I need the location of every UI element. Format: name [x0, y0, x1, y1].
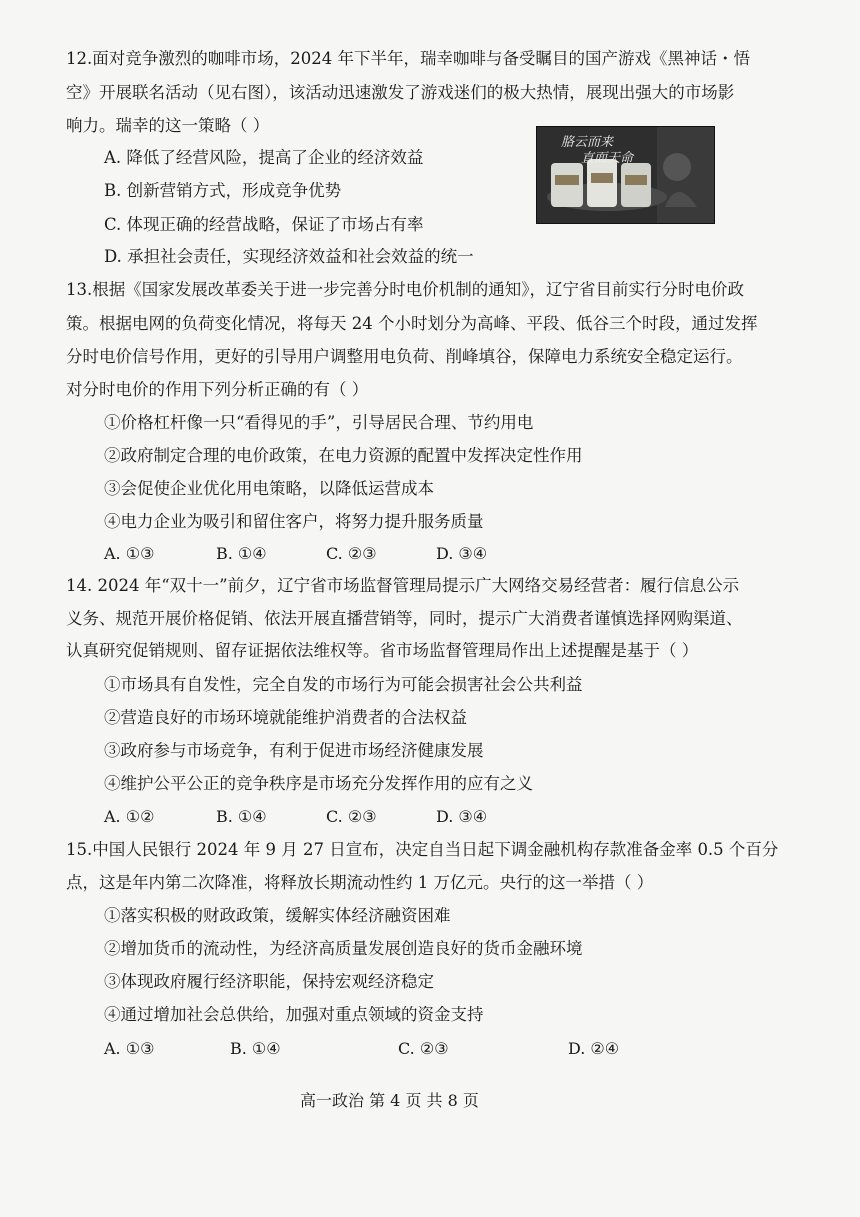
- q14-stem-line-2: 义务、规范开展价格促销、依法开展直播营销等，同时，提示广大消费者谨慎选择网购渠道、: [66, 609, 743, 628]
- q15-statement-3: ③体现政府履行经济职能，保持宏观经济稳定: [104, 972, 434, 991]
- q12-option-d: D. 承担社会责任，实现经济效益和社会效益的统一: [104, 247, 474, 266]
- page-footer: 高一政治 第 4 页 共 8 页: [300, 1091, 479, 1110]
- q13-option-a: A. ①③: [104, 544, 155, 563]
- q13-stem-line-2: 策。根据电网的负荷变化情况，将每天 24 个小时划分为高峰、平段、低谷三个时段，通过发挥: [66, 314, 758, 333]
- q14-option-b: B. ①④: [216, 807, 267, 826]
- q12-option-a: A. 降低了经营风险，提高了企业的经济效益: [104, 148, 424, 167]
- q15-option-a: A. ①③: [104, 1039, 155, 1058]
- q14-option-d: D. ③④: [436, 807, 488, 826]
- q14-statement-3: ③政府参与市场竞争，有利于促进市场经济健康发展: [104, 741, 484, 760]
- q15-option-c: C. ②③: [398, 1039, 449, 1058]
- q13-option-d: D. ③④: [436, 544, 488, 563]
- q15-stem-line-1: 15.中国人民银行 2024 年 9 月 27 日宣布，决定自当日起下调金融机构存款准备金率 0.5 个百分: [66, 840, 779, 859]
- q15-options: [104, 1038, 644, 1060]
- q13-statement-1: ①价格杠杆像一只“看得见的手”，引导居民合理、节约用电: [104, 413, 534, 432]
- q13-stem-line-4: 对分时电价的作用下列分析正确的有（ ）: [66, 380, 369, 399]
- q12-option-b: B. 创新营销方式，形成竞争优势: [104, 181, 342, 200]
- q14-options: [104, 806, 524, 828]
- q13-stem-line-3: 分时电价信号作用，更好的引导用户调整用电负荷、削峰填谷，保障电力系统安全稳定运行。: [66, 347, 743, 366]
- q14-statement-1: ①市场具有自发性，完全自发的市场行为可能会损害社会公共利益: [104, 675, 583, 694]
- q12-stem-line-2: 空》开展联名活动（见右图），该活动迅速激发了游戏迷们的极大热情，展现出强大的市场影: [66, 83, 735, 102]
- poster-overlay-text-2: 直面天命: [581, 151, 634, 166]
- q15-option-d: D. ②④: [568, 1039, 620, 1058]
- q13-statement-2: ②政府制定合理的电价政策，在电力资源的配置中发挥决定性作用: [104, 446, 583, 465]
- q15-option-b: B. ①④: [230, 1039, 281, 1058]
- q15-statement-2: ②增加货币的流动性，为经济高质量发展创造良好的货币金融环境: [104, 939, 583, 958]
- q14-statement-4: ④维护公平公正的竞争秩序是市场充分发挥作用的应有之义: [104, 774, 533, 793]
- q12-stem-line-3: 响力。瑞幸的这一策略（ ）: [66, 116, 270, 135]
- q12-option-c: C. 体现正确的经营战略，保证了市场占有率: [104, 215, 424, 234]
- q13-stem-line-1: 13.根据《国家发展改革委关于进一步完善分时电价机制的通知》，辽宁省目前实行分时电价政: [66, 280, 744, 299]
- q14-stem-line-1: 14. 2024 年“双十一”前夕，辽宁省市场监督管理局提示广大网络交易经营者：履行信息公示: [66, 576, 740, 595]
- q14-option-a: A. ①②: [104, 807, 155, 826]
- q14-stem-line-3: 认真研究促销规则、留存证据依法维权等。省市场监督管理局作出上述提醒是基于（ ）: [66, 641, 699, 660]
- q14-statement-2: ②营造良好的市场环境就能维护消费者的合法权益: [104, 708, 467, 727]
- q13-option-b: B. ①④: [216, 544, 267, 563]
- luckin-wukong-poster-image: [536, 126, 715, 224]
- q13-options: [104, 543, 524, 565]
- q14-option-c: C. ②③: [326, 807, 377, 826]
- q15-statement-4: ④通过增加社会总供给，加强对重点领域的资金支持: [104, 1005, 484, 1024]
- q13-statement-3: ③会促使企业优化用电策略，以降低运营成本: [104, 479, 434, 498]
- q15-stem-line-2: 点，这是年内第二次降准，将释放长期流动性约 1 万亿元。央行的这一举措（ ）: [66, 873, 654, 892]
- q15-statement-1: ①落实积极的财政政策，缓解实体经济融资困难: [104, 906, 451, 925]
- poster-overlay-text-1: 胳云而来: [561, 135, 614, 150]
- q12-stem-line-1: 12.面对竞争激烈的咖啡市场，2024 年下半年，瑞幸咖啡与备受瞩目的国产游戏《黑神话・悟: [66, 49, 750, 68]
- q13-option-c: C. ②③: [326, 544, 377, 563]
- q13-statement-4: ④电力企业为吸引和留住客户，将努力提升服务质量: [104, 512, 484, 531]
